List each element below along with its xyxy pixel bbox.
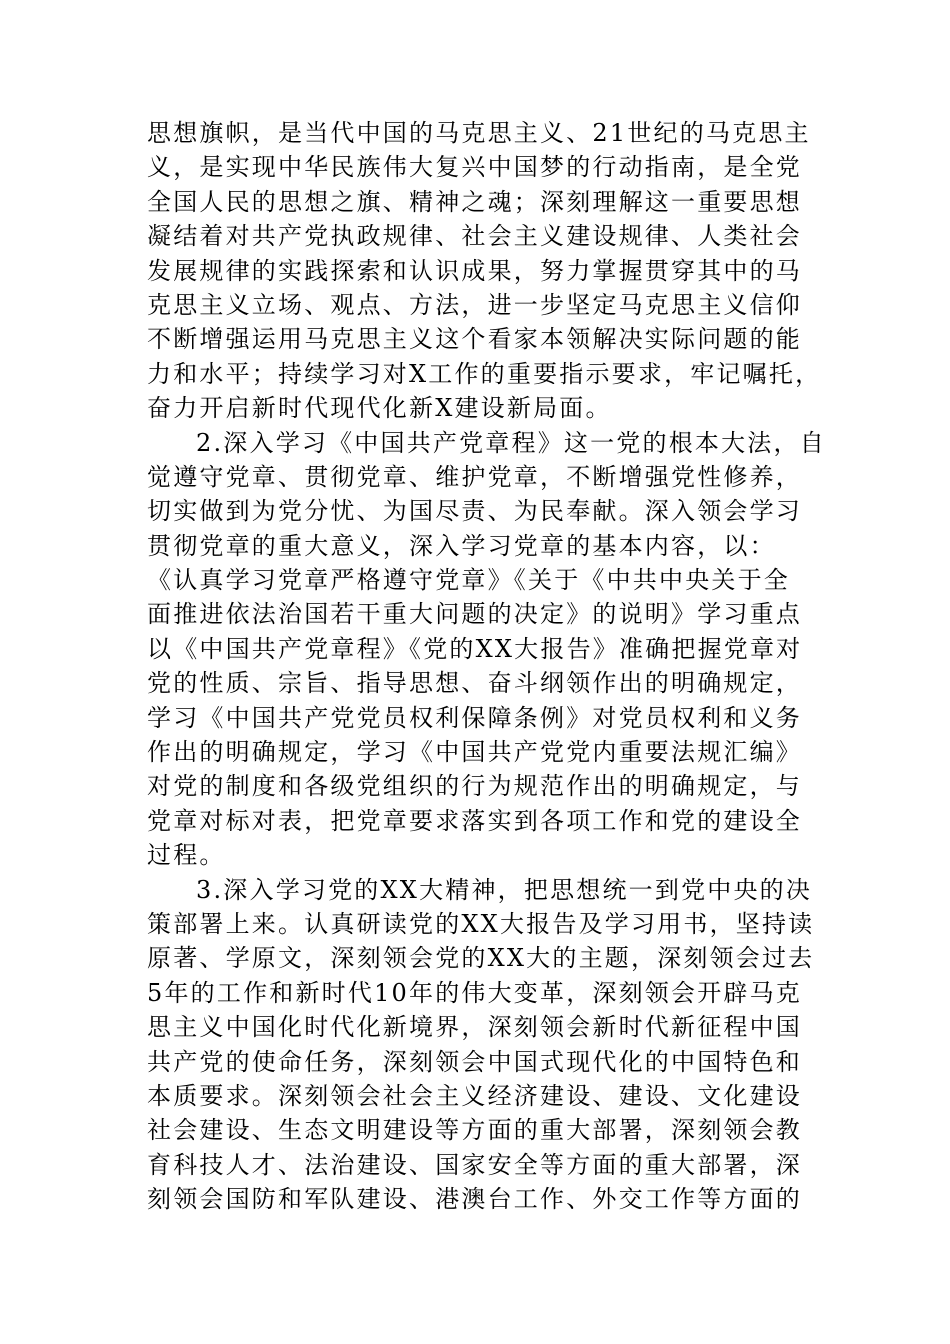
text-line: 社会建设、生态文明建设等方面的重大部署，深刻领会教 — [147, 1116, 802, 1145]
text-line: 党的性质、宗旨、指导思想、奋斗纲领作出的明确规定， — [147, 669, 802, 698]
paragraph-continuation — [147, 116, 822, 426]
text-line: 共产党的使命任务，深刻领会中国式现代化的中国特色和 — [147, 1047, 802, 1076]
text-line: 育科技人才、法治建设、国家安全等方面的重大部署，深 — [147, 1150, 802, 1179]
text-line: 义，是实现中华民族伟大复兴中国梦的行动指南，是全党 — [147, 153, 802, 182]
paragraph-item-3 — [147, 873, 817, 1217]
text-line: 力和水平；持续学习对X工作的重要指示要求，牢记嘱托， — [147, 359, 822, 388]
text-line: 发展规律的实践探索和认识成果，努力掌握贯穿其中的马 — [147, 256, 802, 285]
text-line: 党章对标对表，把党章要求落实到各项工作和党的建设全 — [147, 806, 802, 835]
text-line: 刻领会国防和军队建设、港澳台工作、外交工作等方面的 — [147, 1185, 802, 1214]
text-line: 3.深入学习党的XX大精神，把思想统一到党中央的决 — [196, 875, 813, 904]
text-line: 过程。 — [147, 841, 226, 870]
text-line: 面推进依法治国若干重大问题的决定》的说明》学习重点 — [147, 600, 802, 629]
text-line: 不断增强运用马克思主义这个看家本领解决实际问题的能 — [147, 325, 802, 354]
text-line: 切实做到为党分忧、为国尽责、为民奉献。深入领会学习 — [147, 497, 802, 526]
text-line: 原著、学原文，深刻领会党的XX大的主题，深刻领会过去 — [147, 944, 815, 973]
text-line: 凝结着对共产党执政规律、社会主义建设规律、人类社会 — [147, 222, 802, 251]
text-line: 《认真学习党章严格遵守党章》《关于《中共中央关于全 — [147, 566, 790, 595]
text-line: 策部署上来。认真研读党的XX大报告及学习用书，坚持读 — [147, 909, 815, 938]
text-line: 5年的工作和新时代10年的伟大变革，深刻领会开辟马克 — [147, 978, 803, 1007]
text-line: 思想旗帜，是当代中国的马克思主义、21世纪的马克思主 — [147, 119, 811, 147]
text-line: 以《中国共产党章程》《党的XX大报告》准确把握党章对 — [147, 634, 803, 663]
text-line: 本质要求。深刻领会社会主义经济建设、建设、文化建设 — [147, 1081, 802, 1110]
text-line: 觉遵守党章、贯彻党章、维护党章，不断增强党性修养， — [147, 462, 802, 491]
text-line: 全国人民的思想之旗、精神之魂；深刻理解这一重要思想 — [147, 187, 802, 216]
text-line: 贯彻党章的重大意义，深入学习党章的基本内容，以： — [147, 531, 776, 560]
text-line: 奋力开启新时代现代化新X建设新局面。 — [147, 394, 612, 423]
text-line: 思主义中国化时代化新境界，深刻领会新时代新征程中国 — [147, 1013, 802, 1042]
text-line: 作出的明确规定，学习《中国共产党党内重要法规汇编》 — [147, 738, 802, 767]
text-line: 学习《中国共产党党员权利保障条例》对党员权利和义务 — [147, 703, 802, 732]
text-line: 2.深入学习《中国共产党章程》这一党的根本大法，自 — [196, 428, 826, 457]
text-line: 对党的制度和各级党组织的行为规范作出的明确规定，与 — [147, 772, 802, 801]
paragraph-item-2 — [147, 426, 826, 873]
text-line: 克思主义立场、观点、方法，进一步坚定马克思主义信仰 — [147, 290, 802, 319]
document-body — [147, 116, 826, 1217]
